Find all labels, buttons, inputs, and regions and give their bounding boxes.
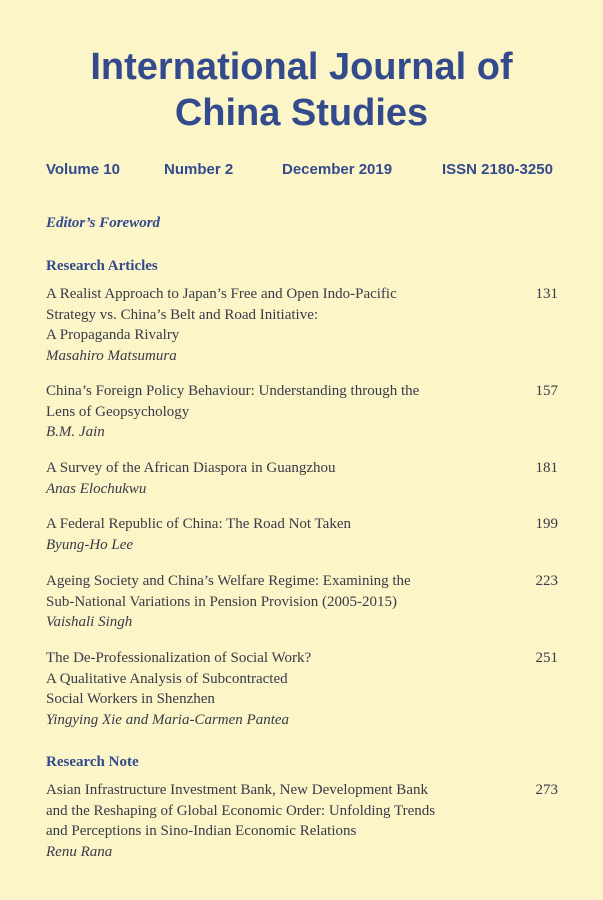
article-page-number: 251 xyxy=(535,650,558,666)
article-title xyxy=(46,514,486,535)
article-title-line: China’s Foreign Policy Behaviour: Understanding through the xyxy=(46,383,420,399)
number-label: Number 2 xyxy=(164,161,234,178)
journal-title-line-1: International Journal of xyxy=(90,46,513,88)
article-title-line: and the Reshaping of Global Economic Order: Unfolding Trends xyxy=(46,802,436,819)
article-title-line: A Survey of the African Diaspora in Guangzhou xyxy=(46,460,336,476)
article-title xyxy=(46,284,486,346)
article-entry-6[interactable] xyxy=(46,648,560,730)
journal-title-line-2: China Studies xyxy=(174,92,429,134)
article-entry-3[interactable] xyxy=(46,458,560,499)
article-title-line: Strategy vs. China’s Belt and Road Initiative: xyxy=(46,306,319,323)
article-author: Masahiro Matsumura xyxy=(46,347,177,364)
article-author: Yingying Xie and Maria-Carmen Pantea xyxy=(46,711,290,728)
research-note-entry[interactable] xyxy=(46,780,560,862)
article-title-line: A Realist Approach to Japan’s Free and Open Indo-Pacific xyxy=(46,286,397,302)
article-entry-2[interactable] xyxy=(46,381,560,443)
article-title-line: A Propaganda Rivalry xyxy=(46,327,180,343)
article-author: Byung-Ho Lee xyxy=(46,536,134,553)
article-title-line: Asian Infrastructure Investment Bank, New Development Bank xyxy=(46,782,428,798)
article-title xyxy=(46,648,486,710)
article-author: Anas Elochukwu xyxy=(46,480,147,497)
article-title xyxy=(46,381,486,422)
volume-label: Volume 10 xyxy=(46,161,120,178)
article-page-number: 131 xyxy=(535,286,558,302)
article-title xyxy=(46,458,486,479)
article-title-line: Ageing Society and China’s Welfare Regime: Examining the xyxy=(46,573,411,589)
article-entry-4[interactable] xyxy=(46,514,560,555)
article-entry-5[interactable] xyxy=(46,571,560,633)
article-page-number: 273 xyxy=(535,782,558,798)
article-entry-1[interactable] xyxy=(46,284,560,366)
research-articles-heading: Research Articles xyxy=(46,258,158,274)
issn-label: ISSN 2180-3250 xyxy=(442,161,553,178)
article-page-number: 181 xyxy=(535,460,558,476)
article-title-line: and Perceptions in Sino-Indian Economic Relations xyxy=(46,823,357,839)
article-author: Vaishali Singh xyxy=(46,614,133,630)
research-note-heading: Research Note xyxy=(46,754,139,770)
article-page-number: 223 xyxy=(535,573,558,589)
article-title-line: Social Workers in Shenzhen xyxy=(46,691,215,707)
article-title-line: A Qualitative Analysis of Subcontracted xyxy=(46,670,288,687)
article-title-line: Sub-National Variations in Pension Provision (2005-2015) xyxy=(46,593,397,610)
article-title xyxy=(46,780,486,842)
editors-foreword-link[interactable]: Editor’s Foreword xyxy=(46,215,161,231)
article-author: Renu Rana xyxy=(46,843,113,860)
date-label: December 2019 xyxy=(282,161,393,178)
article-page-number: 199 xyxy=(535,516,558,532)
article-title-line: The De-Professionalization of Social Work? xyxy=(46,650,312,666)
journal-title xyxy=(0,44,603,136)
article-title-line: A Federal Republic of China: The Road Not Taken xyxy=(46,516,352,532)
article-title-line: Lens of Geopsychology xyxy=(46,403,190,420)
article-page-number: 157 xyxy=(535,383,558,399)
article-title xyxy=(46,571,486,612)
article-author: B.M. Jain xyxy=(46,424,105,440)
